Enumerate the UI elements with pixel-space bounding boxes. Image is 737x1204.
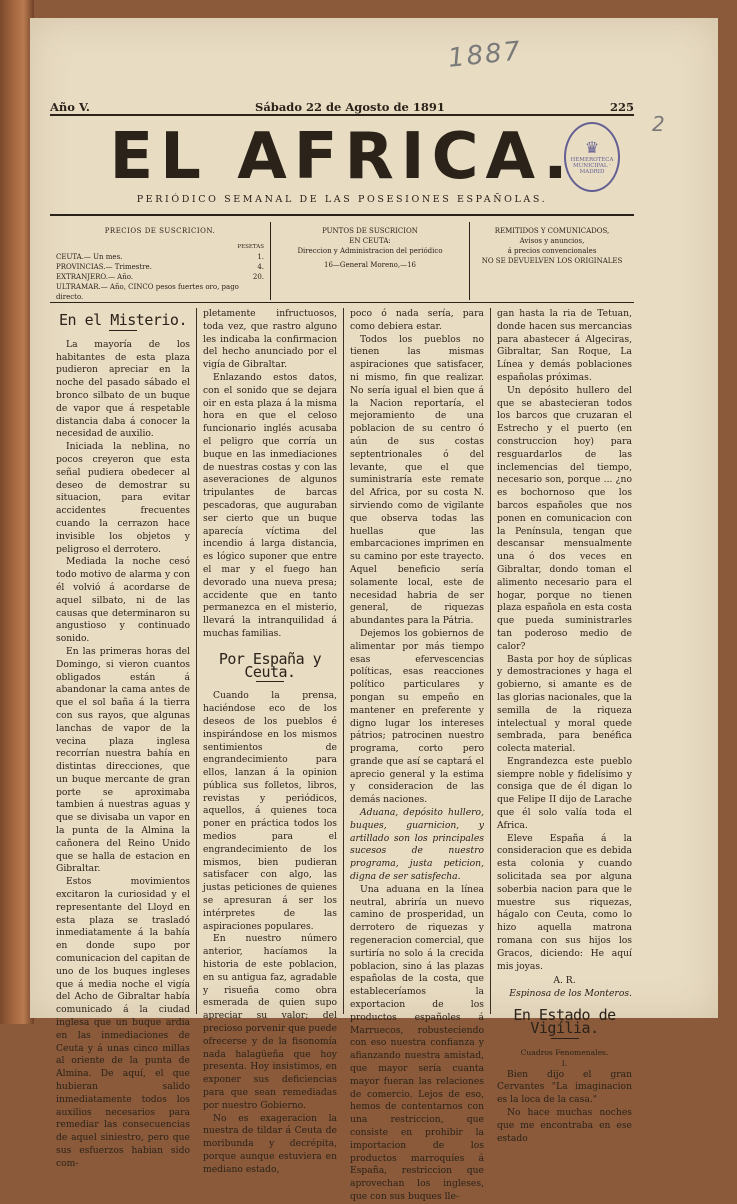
issue-number: 225: [609, 100, 634, 114]
paragraph: pletamente infructuosos, toda vez, que rastro alguno les indicaba la confirmacion del hecho anunciado por el vigía de Gibraltar.: [203, 308, 337, 371]
vigilia-number: I.: [561, 1058, 568, 1068]
article-title-misterio: En el Misterio.: [59, 311, 187, 329]
handwritten-year: 1887: [446, 36, 524, 74]
newspaper-page: [30, 18, 718, 1202]
issue-year: Año V.: [50, 100, 90, 114]
subscription-points-box: [271, 222, 470, 300]
issue-date: Sábado 22 de Agosto de 1891: [255, 100, 445, 114]
paragraph: Engrandezca este pueblo siempre noble y fidelísimo y consiga que de él digan lo que Felipe II dijo de Larache que él solo valía toda el Africa.: [497, 755, 632, 831]
crest-icon: ♛: [584, 138, 600, 157]
remitted-title: REMITIDOS Y COMUNICADOS,: [494, 227, 610, 235]
paragraph: Eleve España á la consideracion que es debida esta colonia y cuando solicitada sea por alguna soberbia nacion para que le muestre sus riquezas, hágalo con Ceuta, como lo hizo aquella matrona romana con sus hijos los Gracos, diciendo: He aquí mis joyas.: [497, 832, 632, 972]
handwritten-page-mark: 2: [652, 112, 665, 136]
paragraph: La mayoría de los habitantes de esta plaza pudieron apreciar en la noche del pasado sábado el bronco silbato de un buque de vapor que á respetable distancia daba á conocer la necesidad de auxilio.: [56, 338, 190, 440]
masthead-rule-top: [50, 114, 634, 116]
column-1: [50, 308, 197, 1169]
title-divider: [551, 1038, 579, 1039]
paragraph: En las primeras horas del Domingo, si vieron cuantos obligados están á abandonar la cama antes de que el sol baña á la tierra con sus rayos, que algunas lanchas de vapor de la vecina plaza inglesa recorrían nuestra bahía en distintas direcciones, que un buque mercante de gran porte se aproximaba tambien á nuestras aguas y que se divisaba un vapor en la punta de la Almina la cañonera del Reino Unido que se halla de estacion en Gibraltar.: [56, 645, 190, 875]
points-title: PUNTOS DE SUSCRICION: [322, 227, 418, 235]
signature-initials: A. R.: [553, 975, 576, 987]
library-stamp: [564, 122, 620, 192]
paragraph: Estos movimientos excitaron la curiosidad y el representante del Lloyd en esta plaza se trasladó inmediatamente á la bahía en donde supo por comunicacion del capitan de uno de los buques ingleses que á media noche el vigía del Acho de Gibraltar había comunicado á la ciudad inglesa que un buque ardia en las inmediaciones de Ceuta y á unas cinco millas al oriente de la punta de Almina. De aquí, el que hubieran salido inmediatamente todos los auxilios necesarios para remediar las consecuencias de aquel siniestro, pero que sus esfuerzos habian sido com-: [56, 876, 190, 1169]
paragraph: gan hasta la ria de Tetuan, donde hacen sus mercancias para abastecer á Algeciras, Gibraltar, San Roque, La Línea y demás poblaciones españolas próximas.: [497, 308, 632, 383]
paragraph: Todos los pueblos no tienen las mismas aspiraciones que satisfacer, ni mismo, fin que realizar. No sería igual el bien que á la Nacion reportaría, el mejoramiento de una poblacion de su centro ó aún de sus costas septentrionales ó del levante, que el que suministraría este remate del Africa, por su costa N. sirviendo como de vigilante que observa todas las huellas que las embarcaciones imprimen en su camino por este trayecto. Aquel beneficio sería solamente local, este de necesidad habria de ser general, de riquezas abundantes para la Pátria.: [350, 333, 484, 627]
title-divider: [109, 330, 137, 331]
price-row: ULTRAMAR.— Año, CINCO pesos fuertes oro, pago directo.: [56, 283, 239, 301]
remitted-line2: á precios convencionales: [507, 247, 597, 255]
paragraph: Iniciada la neblina, no pocos creyeron que esta señal pudiera obedecer al deseo de demostrar su situacion, para evitar accidentes frecuentes cuando la cerrazon hace invisible los objetos y peligroso el derrotero.: [56, 441, 190, 555]
article-title-espana: Por España y Ceuta.: [218, 649, 322, 681]
price-row: PROVINCIAS.— Trimestre. 4.: [56, 263, 264, 271]
points-line2: 16—General Moreno,—16: [323, 261, 416, 269]
masthead-rule-mid: [50, 214, 634, 216]
paragraph-italic: Aduana, depósito hullero, buques, guarnicion, y artillado son los principales sucesos de nuestro programa, justa peticion, digna de ser satisfecha.: [350, 807, 484, 883]
stamp-text: HEMEROTECA MUNICIPAL · MADRID: [570, 157, 614, 175]
column-4: [491, 308, 638, 1144]
paragraph: Enlazando estos datos, con el sonido que se dejara oir en esta plaza á la misma hora en que el celoso funcionario inglés acusaba el peligro que corría un buque en las inmediaciones de nuestras costas y con las aseveraciones de algunos tripulantes de barcas pescadoras, que auguraban ser cierto que un buque aparecía víctima del incendio á larga distancia, es lógico suponer que entre el mar y el fuego han devorado una nueva presa; accidente que en tanto permanezca en el misterio, llevará la intranquilidad á muchas familias.: [203, 371, 337, 639]
remitted-line3: NO SE DEVUELVEN LOS ORIGINALES: [481, 257, 623, 265]
paragraph: Basta por hoy de súplicas y demostraciones y haga el gobierno, si amante es de las glorias nacionales, que la semilla de la riqueza intelectual y moral quede sembrada, para benéfica colecta material.: [497, 653, 632, 755]
article-columns: [50, 308, 638, 1202]
paragraph: Bien dijo el gran Cervantes "La imaginacion es la loca de la casa.": [497, 1068, 632, 1106]
book-binding-edge: [0, 0, 34, 1024]
paragraph: Un depósito hullero del que se abastecieran todos los barcos que cruzaran el Estrecho y el puerto (en construccion hoy) para resguardarlos de las inclemencias del tiempo, necesario son, porque ... ¿no es bochornoso que los barcos españoles que nos ponen en comunicacion con la Península, tengan que descansar mensualmente una ó dos veces en Gibraltar, dondo toman el alimento necesario para el hogar, porque no tienen plaza española en esta costa que pueda suministrarles tan poderoso medio de calor?: [497, 384, 632, 652]
title-divider: [256, 681, 284, 682]
prices-box: [50, 222, 271, 300]
signature-place: Espinosa de los Monteros.: [509, 988, 632, 1000]
prices-title: PRECIOS DE SUSCRICION.: [104, 227, 216, 235]
price-row: CEUTA.— Un mes. 1.: [56, 253, 264, 261]
newspaper-subtitle: PERIÓDICO SEMANAL DE LAS POSESIONES ESPAÑOLAS.: [136, 194, 548, 205]
points-city: EN CEUTA:: [349, 237, 391, 245]
article-title-vigilia: En Estado de Vigília.: [513, 1006, 616, 1037]
remitted-line1: Avisos y anuncios,: [519, 237, 585, 245]
price-row: EXTRANJERO.— Año. 20.: [56, 273, 264, 281]
column-2: [197, 308, 344, 1175]
paragraph: poco ó nada sería, para como debiera estar.: [350, 308, 484, 332]
paragraph: Mediada la noche cesó todo motivo de alarma y con él volvió á acordarse de aquel silbato, ni de las causas que determinaron su angustioso y continuado sonido.: [56, 556, 190, 645]
paragraph: En nuestro número anterior, hacíamos la historia de este poblacion, en su antigua faz, agradable y risueña como obra esmerada de quien supo apreciar su valor; del precioso porvenir que puede ofrecerse y de la fisonomía nada halagüeña que hoy presenta. Hoy insistimos, en exponer sus deficiencias para que sean remediadas por nuestro Gobierno.: [203, 933, 337, 1111]
prices-unit: PESETAS: [237, 244, 264, 250]
vigilia-subtitle: Cuadros Fenomenales.: [520, 1047, 609, 1057]
masthead-info-line: [50, 100, 634, 114]
remitted-box: [470, 222, 634, 300]
subscription-info-row: [50, 222, 634, 300]
paragraph: Una aduana en la línea neutral, abriría un nuevo camino de prosperidad, un derrotero de riquezas y regeneracion comercial, que surtiría no solo á la crecida poblacion, sino á las plazas españolas de la costa, que estableceríamos la exportacion de los productos españoles á Marruecos, robusteciendo con eso nuestra confianza y afianzando nuestra amistad, que mayor sería cuanta mayor fueran las relaciones de comercio. Lejos de eso, hemos de contentarnos con una restriccion, que consiste en prohibir la importacion de los productos marroquíes á España, restriccion que aprovechan los ingleses, que con sus buques lle-: [350, 883, 484, 1202]
column-3: [344, 308, 491, 1202]
points-line1: Direccion y Administracion del periódico: [297, 247, 443, 255]
paragraph: No es exageracion la nuestra de tildar á Ceuta de moribunda y decrépita, porque aunque estuviera en mediano estado,: [203, 1112, 337, 1175]
newspaper-title: EL AFRICA.: [109, 120, 575, 194]
paragraph: Dejemos los gobiernos de alimentar por más tiempo esas efervescencias políticas, esas reacciones político particulares y pongan su empeño en mantener en preferente y digno lugar los intereses pátrios; patrocinen nuestro programa, corto pero grande que así se captará el aprecio general y la estima y consideracion de las demás naciones.: [350, 627, 484, 806]
paragraph: No hace muchas noches que me encontraba en ese estado: [497, 1107, 632, 1144]
masthead-rule-bottom: [50, 302, 634, 303]
paragraph: Cuando la prensa, haciéndose eco de los deseos de los pueblos é inspirándose en los mismos sentimientos de engrandecimiento para ellos, lanzan á la opinion pública sus folletos, libros, revistas y periódicos, aquellos, á quienes toca poner en práctica todos los medios para el engrandecimiento de los mismos, bien pudieran satisfacer con algo, las justas peticiones de quienes se apresuran á ser los intérpretes de las aspiraciones populares.: [203, 690, 337, 932]
